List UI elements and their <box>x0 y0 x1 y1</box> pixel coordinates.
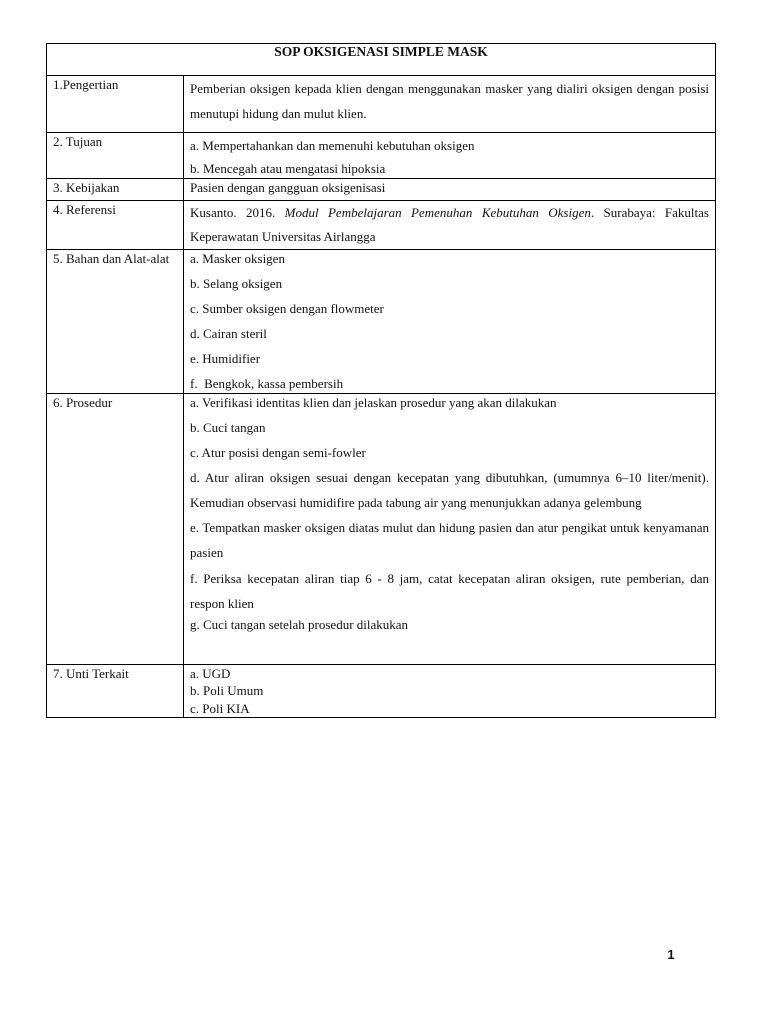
row-prosedur <box>47 393 716 664</box>
row-kebijakan <box>47 178 716 200</box>
row-tujuan <box>47 133 716 179</box>
row-label: 4. Referensi <box>47 200 184 249</box>
row-text: Pasien dengan gangguan oksigenisasi <box>184 178 716 200</box>
row-label: 6. Prosedur <box>47 393 184 664</box>
list-item: c. Poli KIA <box>190 700 250 716</box>
list-item: e. Tempatkan masker oksigen diatas mulut dan hidung pasien dan atur pengikat untuk kenyamanan pasien <box>190 520 709 561</box>
list-item: f. Periksa kecepatan aliran tiap 6 - 8 jam, catat kecepatan aliran oksigen, rute pemberian, dan respon klien <box>190 570 709 611</box>
page-number: 1 <box>667 947 675 962</box>
list-item: b. Mencegah atau mengatasi hipoksia <box>190 161 386 176</box>
list-item: a. Masker oksigen <box>190 250 285 266</box>
list-item: b. Cuci tangan <box>190 419 266 435</box>
row-label: 1.Pengertian <box>47 76 184 133</box>
row-bahan <box>47 249 716 393</box>
reference-publisher: . Surabaya: Fakultas Keperawatan Universitas Airlangga <box>190 204 709 244</box>
row-pengertian <box>47 76 716 133</box>
list-item: a. UGD <box>190 665 231 681</box>
row-text: Pemberian oksigen kepada klien dengan menggunakan masker yang dialiri oksigen dengan posisi menutupi hidung dan mulut klien. <box>190 81 709 122</box>
list-item: c. Atur posisi dengan semi-fowler <box>190 444 366 460</box>
list-item: c. Sumber oksigen dengan flowmeter <box>190 300 384 316</box>
row-unit <box>47 664 716 718</box>
list-item: f. Bengkok, kassa pembersih <box>190 375 344 391</box>
reference-citation <box>190 201 709 249</box>
list-item: d. Cairan steril <box>190 325 267 341</box>
row-label: 2. Tujuan <box>47 133 184 179</box>
document-title: SOP OKSIGENASI SIMPLE MASK <box>47 44 716 76</box>
list-item: g. Cuci tangan setelah prosedur dilakukan <box>190 617 409 633</box>
sop-table <box>46 43 716 718</box>
row-label: 3. Kebijakan <box>47 178 184 200</box>
row-label: 7. Unti Terkait <box>47 664 184 718</box>
list-item: b. Poli Umum <box>190 683 264 698</box>
list-item: e. Humidifier <box>190 350 261 366</box>
list-item: a. Verifikasi identitas klien dan jelaskan prosedur yang akan dilakukan <box>190 394 557 410</box>
list-item: a. Mempertahankan dan memenuhi kebutuhan oksigen <box>190 138 475 153</box>
reference-author: Kusanto. 2016. <box>190 204 276 220</box>
list-item: d. Atur aliran oksigen sesuai dengan kecepatan yang dibutuhkan, (umumnya 6–10 liter/menit). Kemudian observasi humidifire pada tabung air yang menunjukkan adanya gelembung <box>190 469 709 510</box>
row-label: 5. Bahan dan Alat-alat <box>47 249 184 393</box>
reference-book-title: Modul Pembelajaran Pemenuhan Kebutuhan Oksigen <box>284 204 591 220</box>
list-item: b. Selang oksigen <box>190 275 283 291</box>
row-referensi <box>47 200 716 249</box>
